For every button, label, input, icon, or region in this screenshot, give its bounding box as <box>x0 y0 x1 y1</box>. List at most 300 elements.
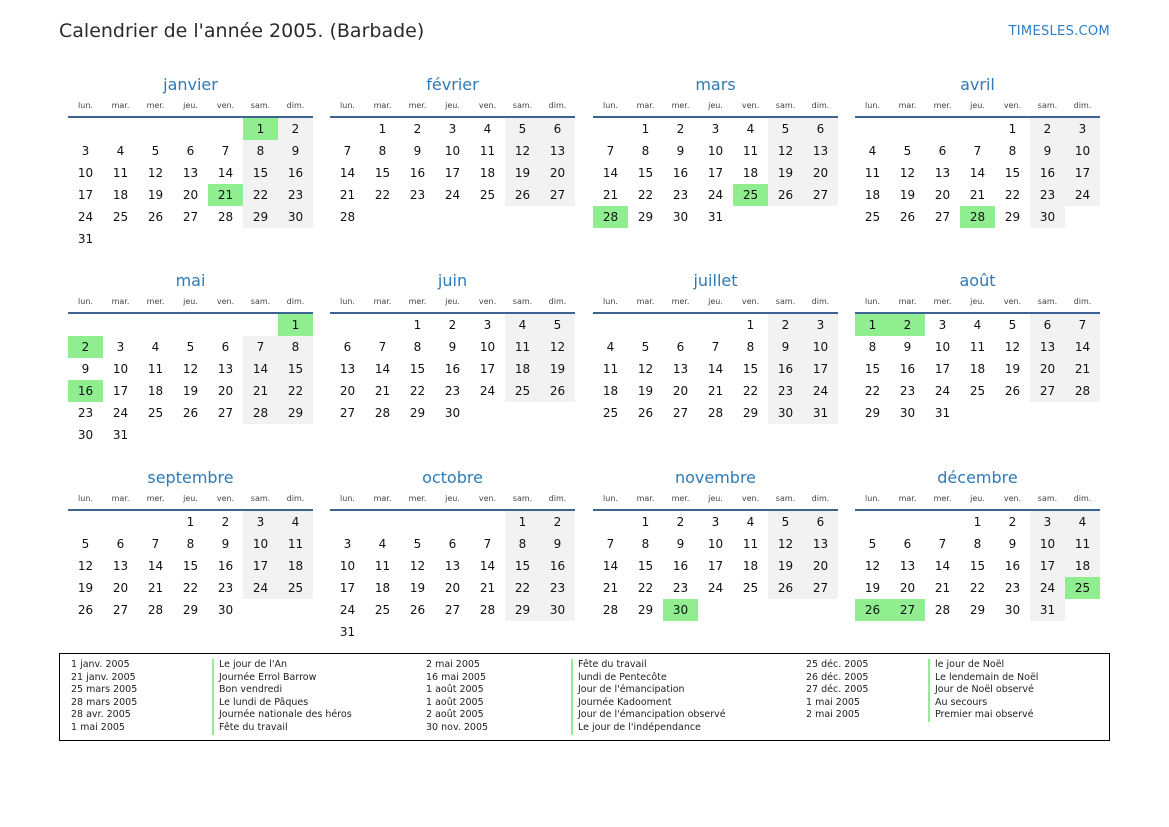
holiday-dates-col-2 <box>426 659 488 735</box>
day-cell: 18 <box>278 555 313 577</box>
day-cell: 26 <box>182 406 199 420</box>
day-cell: 14 <box>1065 336 1100 358</box>
day-cell: 25 <box>742 581 759 595</box>
empty-cell <box>698 314 733 336</box>
day-cell: 31 <box>77 232 94 246</box>
day-cell: 16 <box>217 559 234 573</box>
weekday-header <box>68 295 313 314</box>
day-cell: 17 <box>479 362 496 376</box>
day-cell: 14 <box>339 166 356 180</box>
day-cell: 23 <box>1004 581 1021 595</box>
day-cell: 12 <box>182 362 199 376</box>
weekday-label: jeu. <box>445 101 460 110</box>
day-cell: 20 <box>444 581 461 595</box>
day-cell: 24 <box>112 406 129 420</box>
day-cell: 23 <box>278 184 313 206</box>
day-cell: 5 <box>186 340 195 354</box>
month-name: septembre <box>147 468 234 487</box>
weekday-label: dim. <box>811 494 830 503</box>
weekday-label: sam. <box>250 297 271 306</box>
day-cell: 9 <box>448 340 457 354</box>
day-cell: 3 <box>116 340 125 354</box>
day-cell: 12 <box>637 362 654 376</box>
day-cell: 19 <box>540 358 575 380</box>
day-cell: 19 <box>768 162 803 184</box>
day-cell: 7 <box>973 144 982 158</box>
day-cell: 20 <box>672 384 689 398</box>
month-4 <box>855 74 1100 228</box>
day-cell: 21 <box>147 581 164 595</box>
holiday-day-cell: 30 <box>663 599 698 621</box>
day-cell: 30 <box>540 599 575 621</box>
day-cell: 7 <box>151 537 160 551</box>
holiday-date: 25 mars 2005 <box>71 684 138 696</box>
day-cell: 17 <box>112 384 129 398</box>
day-cell: 8 <box>505 533 540 555</box>
day-cell: 19 <box>182 384 199 398</box>
day-cell: 5 <box>868 537 877 551</box>
weekday-label: sam. <box>1037 494 1058 503</box>
day-cell: 6 <box>803 118 838 140</box>
holiday-name: Jour de l'émancipation <box>571 684 726 697</box>
empty-cell <box>593 314 628 336</box>
brand-link[interactable]: TIMESLES.COM <box>1008 24 1110 39</box>
month-name: mars <box>695 75 736 94</box>
day-cell: 27 <box>803 577 838 599</box>
day-cell: 22 <box>409 384 426 398</box>
weekday-label: lun. <box>340 297 355 306</box>
day-cell: 8 <box>1008 144 1017 158</box>
weekday-label: lun. <box>78 494 93 503</box>
day-cell: 22 <box>742 384 759 398</box>
holiday-day-cell: 28 <box>960 206 995 228</box>
day-cell: 31 <box>112 428 129 442</box>
weekday-label: dim. <box>1073 297 1092 306</box>
empty-cell <box>173 118 208 140</box>
day-cell: 27 <box>672 406 689 420</box>
day-cell: 31 <box>707 210 724 224</box>
day-cell: 6 <box>221 340 230 354</box>
day-cell: 23 <box>1030 184 1065 206</box>
day-cell: 16 <box>672 559 689 573</box>
holiday-name: Jour de l'émancipation observé <box>571 709 726 722</box>
holiday-day-cell: 16 <box>68 380 103 402</box>
day-grid <box>330 511 575 643</box>
weekday-label: mer. <box>408 297 427 306</box>
weekday-header <box>593 492 838 511</box>
day-cell: 29 <box>1004 210 1021 224</box>
day-cell: 5 <box>151 144 160 158</box>
weekday-label: mer. <box>933 101 952 110</box>
weekday-label: mar. <box>373 297 392 306</box>
day-cell: 4 <box>278 511 313 533</box>
empty-cell <box>138 511 173 533</box>
weekday-label: jeu. <box>445 494 460 503</box>
day-cell: 16 <box>672 166 689 180</box>
day-cell: 30 <box>77 428 94 442</box>
day-cell: 15 <box>505 555 540 577</box>
holiday-date: 21 janv. 2005 <box>71 671 136 683</box>
day-cell: 17 <box>707 166 724 180</box>
day-cell: 13 <box>444 559 461 573</box>
day-cell: 11 <box>147 362 164 376</box>
weekday-label: ven. <box>478 297 497 306</box>
weekday-label: mar. <box>898 297 917 306</box>
day-cell: 14 <box>147 559 164 573</box>
day-cell: 12 <box>409 559 426 573</box>
holiday-names-col-2 <box>571 659 726 735</box>
day-cell: 7 <box>483 537 492 551</box>
empty-cell <box>68 511 103 533</box>
holiday-name: Premier mai observé <box>928 709 1038 722</box>
weekday-label: jeu. <box>970 101 985 110</box>
day-cell: 29 <box>969 603 986 617</box>
day-cell: 14 <box>934 559 951 573</box>
day-cell: 31 <box>339 625 356 639</box>
day-cell: 16 <box>899 362 916 376</box>
day-cell: 5 <box>81 537 90 551</box>
day-cell: 24 <box>77 210 94 224</box>
month-8 <box>855 270 1100 424</box>
weekday-label: dim. <box>286 101 305 110</box>
weekday-header <box>855 99 1100 118</box>
day-cell: 8 <box>186 537 195 551</box>
day-cell: 27 <box>339 406 356 420</box>
day-cell: 1 <box>378 122 387 136</box>
day-cell: 11 <box>479 144 496 158</box>
day-cell: 6 <box>903 537 912 551</box>
day-cell: 12 <box>505 140 540 162</box>
day-cell: 5 <box>505 118 540 140</box>
day-cell: 19 <box>505 162 540 184</box>
holiday-day-cell: 1 <box>278 314 313 336</box>
day-cell: 27 <box>112 603 129 617</box>
day-cell: 2 <box>1030 118 1065 140</box>
holiday-date: 1 août 2005 <box>426 696 484 708</box>
weekday-label: mar. <box>898 101 917 110</box>
day-cell: 6 <box>803 511 838 533</box>
day-cell: 15 <box>1004 166 1021 180</box>
weekday-label: lun. <box>340 101 355 110</box>
day-cell: 21 <box>969 188 986 202</box>
weekday-header <box>855 295 1100 314</box>
month-12 <box>855 467 1100 621</box>
month-name: janvier <box>163 75 218 94</box>
day-cell: 7 <box>711 340 720 354</box>
day-cell: 24 <box>707 581 724 595</box>
day-cell: 29 <box>637 210 654 224</box>
day-cell: 9 <box>413 144 422 158</box>
day-cell: 9 <box>768 336 803 358</box>
day-cell: 6 <box>448 537 457 551</box>
day-cell: 7 <box>243 336 278 358</box>
day-cell: 30 <box>1004 603 1021 617</box>
day-cell: 20 <box>803 555 838 577</box>
empty-cell <box>435 511 470 533</box>
weekday-label: lun. <box>603 297 618 306</box>
weekday-label: ven. <box>741 297 760 306</box>
empty-cell <box>365 511 400 533</box>
holiday-name: Journée Errol Barrow <box>212 672 352 685</box>
empty-cell <box>138 314 173 336</box>
weekday-label: lun. <box>865 297 880 306</box>
weekday-label: dim. <box>548 101 567 110</box>
weekday-label: mar. <box>111 101 130 110</box>
day-cell: 11 <box>374 559 391 573</box>
weekday-label: sam. <box>775 297 796 306</box>
empty-cell <box>925 511 960 533</box>
day-cell: 26 <box>899 210 916 224</box>
day-cell: 1 <box>973 515 982 529</box>
weekday-label: ven. <box>478 101 497 110</box>
weekday-header <box>68 99 313 118</box>
day-cell: 5 <box>413 537 422 551</box>
empty-cell <box>890 118 925 140</box>
day-cell: 21 <box>707 384 724 398</box>
day-cell: 18 <box>112 188 129 202</box>
day-cell: 4 <box>116 144 125 158</box>
holiday-day-cell: 21 <box>208 184 243 206</box>
day-cell: 14 <box>479 559 496 573</box>
holiday-names-col-3 <box>928 659 1038 722</box>
day-cell: 22 <box>637 581 654 595</box>
day-cell: 27 <box>540 184 575 206</box>
holiday-date: 16 mai 2005 <box>426 671 487 683</box>
holiday-day-cell: 28 <box>593 206 628 228</box>
day-cell: 15 <box>969 559 986 573</box>
day-cell: 29 <box>278 402 313 424</box>
day-cell: 8 <box>278 336 313 358</box>
day-cell: 17 <box>77 188 94 202</box>
day-cell: 25 <box>147 406 164 420</box>
weekday-label: mar. <box>898 494 917 503</box>
weekday-label: mer. <box>671 297 690 306</box>
day-cell: 22 <box>243 184 278 206</box>
weekday-label: sam. <box>775 101 796 110</box>
day-cell: 3 <box>711 122 720 136</box>
weekday-label: sam. <box>512 494 533 503</box>
day-cell: 13 <box>182 166 199 180</box>
day-cell: 1 <box>746 318 755 332</box>
day-cell: 1 <box>641 515 650 529</box>
day-cell: 10 <box>77 166 94 180</box>
holiday-day-cell: 1 <box>243 118 278 140</box>
day-grid <box>855 511 1100 621</box>
day-cell: 11 <box>864 166 881 180</box>
day-cell: 28 <box>479 603 496 617</box>
weekday-label: dim. <box>548 494 567 503</box>
day-cell: 6 <box>540 118 575 140</box>
day-cell: 29 <box>742 406 759 420</box>
day-cell: 8 <box>378 144 387 158</box>
holiday-date: 1 août 2005 <box>426 684 484 696</box>
day-cell: 31 <box>803 402 838 424</box>
weekday-label: lun. <box>603 101 618 110</box>
day-cell: 4 <box>868 144 877 158</box>
day-cell: 10 <box>444 144 461 158</box>
month-6 <box>330 270 575 424</box>
day-cell: 8 <box>746 340 755 354</box>
empty-cell <box>593 511 628 533</box>
day-cell: 11 <box>1065 533 1100 555</box>
day-cell: 2 <box>1008 515 1017 529</box>
holiday-name: Le lendemain de Noël <box>928 672 1038 685</box>
day-cell: 19 <box>864 581 881 595</box>
day-cell: 2 <box>768 314 803 336</box>
holiday-date: 1 mai 2005 <box>71 721 125 733</box>
day-cell: 6 <box>938 144 947 158</box>
holiday-date: 28 mars 2005 <box>71 696 138 708</box>
day-cell: 17 <box>707 559 724 573</box>
day-cell: 30 <box>768 402 803 424</box>
day-cell: 22 <box>278 380 313 402</box>
day-cell: 6 <box>343 340 352 354</box>
day-cell: 28 <box>707 406 724 420</box>
weekday-label: dim. <box>286 494 305 503</box>
day-cell: 8 <box>868 340 877 354</box>
weekday-label: mer. <box>408 101 427 110</box>
day-cell: 26 <box>505 184 540 206</box>
day-cell: 17 <box>1030 555 1065 577</box>
day-cell: 30 <box>444 406 461 420</box>
holiday-day-cell: 2 <box>890 314 925 336</box>
day-cell: 25 <box>479 188 496 202</box>
day-cell: 23 <box>672 581 689 595</box>
weekday-label: ven. <box>478 494 497 503</box>
weekday-header <box>330 492 575 511</box>
day-cell: 19 <box>768 555 803 577</box>
weekday-label: sam. <box>512 297 533 306</box>
weekday-label: mar. <box>636 101 655 110</box>
day-cell: 7 <box>378 340 387 354</box>
empty-cell <box>925 118 960 140</box>
day-cell: 28 <box>147 603 164 617</box>
day-cell: 22 <box>1004 188 1021 202</box>
weekday-label: jeu. <box>708 297 723 306</box>
day-cell: 15 <box>637 166 654 180</box>
day-cell: 21 <box>934 581 951 595</box>
empty-cell <box>855 118 890 140</box>
weekday-label: mer. <box>933 494 952 503</box>
day-cell: 26 <box>768 184 803 206</box>
day-cell: 15 <box>637 559 654 573</box>
empty-cell <box>103 511 138 533</box>
holiday-date: 1 mai 2005 <box>806 696 860 708</box>
day-cell: 11 <box>278 533 313 555</box>
empty-cell <box>890 511 925 533</box>
day-cell: 9 <box>676 537 685 551</box>
weekday-label: mer. <box>146 101 165 110</box>
day-cell: 29 <box>182 603 199 617</box>
day-cell: 12 <box>77 559 94 573</box>
day-cell: 10 <box>707 144 724 158</box>
day-cell: 10 <box>479 340 496 354</box>
day-cell: 1 <box>641 122 650 136</box>
month-11 <box>593 467 838 621</box>
empty-cell <box>400 511 435 533</box>
day-cell: 10 <box>1030 533 1065 555</box>
day-cell: 28 <box>243 402 278 424</box>
weekday-header <box>593 295 838 314</box>
day-cell: 25 <box>278 577 313 599</box>
holiday-dates-col-1 <box>71 659 137 735</box>
day-cell: 28 <box>602 603 619 617</box>
month-name: mai <box>175 271 206 290</box>
day-cell: 12 <box>864 559 881 573</box>
day-cell: 1 <box>505 511 540 533</box>
weekday-label: ven. <box>216 297 235 306</box>
day-cell: 26 <box>147 210 164 224</box>
day-cell: 10 <box>1065 140 1100 162</box>
day-cell: 11 <box>505 336 540 358</box>
day-cell: 14 <box>374 362 391 376</box>
day-cell: 9 <box>540 533 575 555</box>
month-name: août <box>959 271 996 290</box>
day-cell: 22 <box>505 577 540 599</box>
day-cell: 10 <box>934 340 951 354</box>
day-cell: 16 <box>444 362 461 376</box>
day-cell: 20 <box>112 581 129 595</box>
day-cell: 23 <box>899 384 916 398</box>
holiday-name: Le lundi de Pâques <box>212 697 352 710</box>
day-grid <box>330 314 575 424</box>
day-cell: 14 <box>217 166 234 180</box>
day-cell: 7 <box>221 144 230 158</box>
holiday-date: 26 déc. 2005 <box>806 671 869 683</box>
weekday-label: sam. <box>775 494 796 503</box>
holiday-day-cell: 26 <box>855 599 890 621</box>
holiday-date: 28 avr. 2005 <box>71 709 131 721</box>
day-cell: 2 <box>676 122 685 136</box>
weekday-header <box>68 492 313 511</box>
month-7 <box>593 270 838 424</box>
day-cell: 17 <box>444 166 461 180</box>
day-cell: 16 <box>278 162 313 184</box>
day-cell: 26 <box>409 603 426 617</box>
day-cell: 11 <box>602 362 619 376</box>
weekday-label: jeu. <box>970 494 985 503</box>
day-cell: 24 <box>803 380 838 402</box>
day-cell: 1 <box>186 515 195 529</box>
day-cell: 10 <box>803 336 838 358</box>
day-cell: 18 <box>374 581 391 595</box>
day-cell: 13 <box>112 559 129 573</box>
day-cell: 26 <box>77 603 94 617</box>
empty-cell <box>243 314 278 336</box>
holiday-name: Bon vendredi <box>212 684 352 697</box>
day-cell: 9 <box>221 537 230 551</box>
day-cell: 27 <box>1030 380 1065 402</box>
day-cell: 4 <box>378 537 387 551</box>
day-cell: 2 <box>221 515 230 529</box>
day-cell: 29 <box>864 406 881 420</box>
holiday-name: Fête du travail <box>571 659 726 672</box>
day-cell: 19 <box>147 188 164 202</box>
day-cell: 28 <box>1065 380 1100 402</box>
day-cell: 11 <box>742 537 759 551</box>
day-cell: 23 <box>672 188 689 202</box>
weekday-label: mar. <box>373 494 392 503</box>
day-cell: 22 <box>374 188 391 202</box>
day-cell: 19 <box>899 188 916 202</box>
day-cell: 13 <box>803 533 838 555</box>
weekday-label: jeu. <box>183 494 198 503</box>
day-cell: 22 <box>864 384 881 398</box>
day-cell: 9 <box>81 362 90 376</box>
weekday-label: mer. <box>671 494 690 503</box>
day-cell: 20 <box>339 384 356 398</box>
day-cell: 21 <box>243 380 278 402</box>
